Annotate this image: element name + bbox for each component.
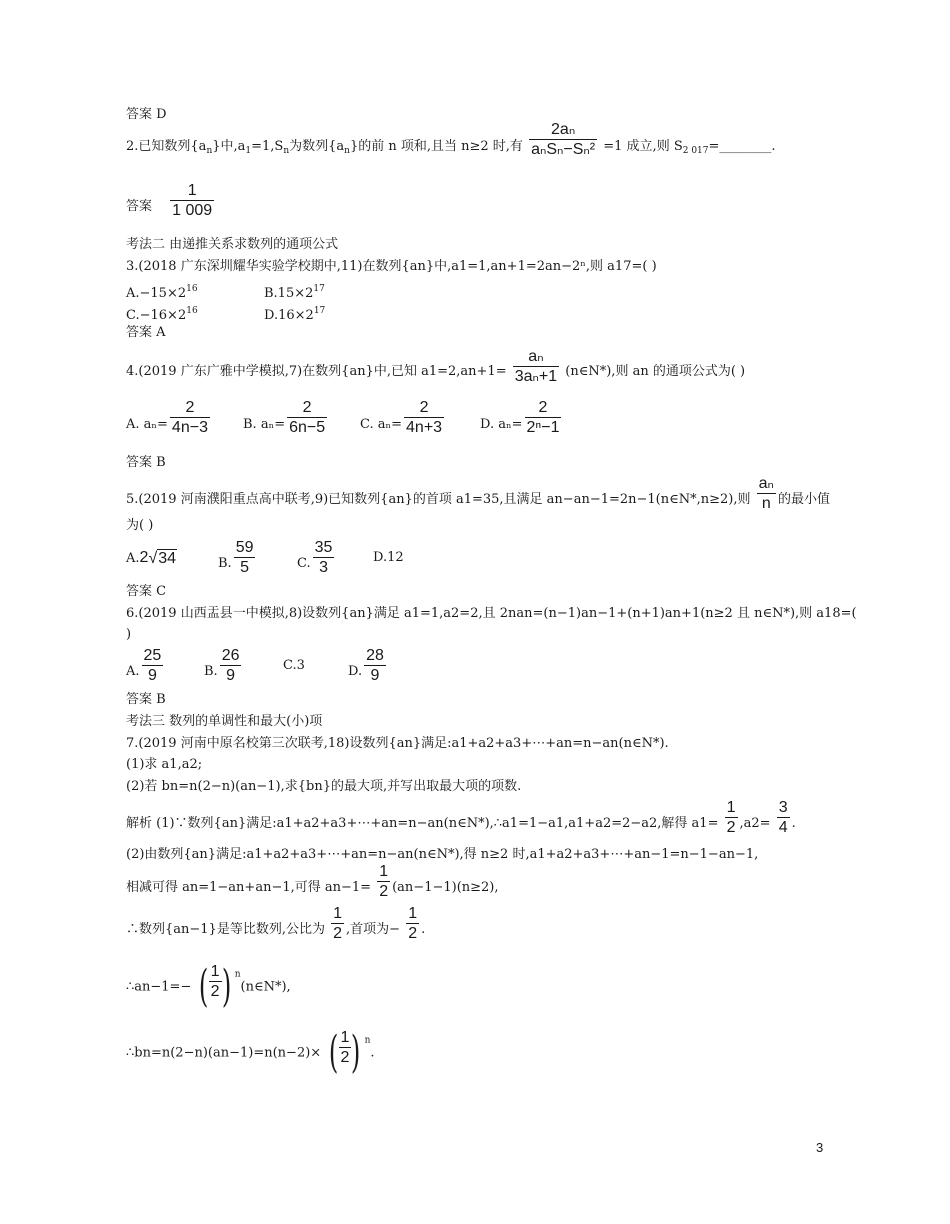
option-6-a: A. $\frac{25}{9}$ [126,647,162,684]
question-6-cont: ) [126,627,132,642]
solution-part-1: 解析 (1)∵数列{an}满足:a1+a2+a3+⋯+an=n−an(n∈N*),∴a1=1−a1,a1+a2=2−a2,解得 a1= $\frac{1}{2}$ ,a2= $\frac{3}{4}$ . [126,799,796,836]
solution-line-4: ∴数列{an−1}是等比数列,公比为 $\frac{1}{2}$ ,首项为− $\frac{1}{2}$ . [126,905,426,942]
option-4-a: A. aₙ= $\frac{2}{4n-3}$ [126,399,208,436]
question-4: 4.(2019 广东广雅中学模拟,7)在数列{an}中,已知 a1=2,an+1= $\frac{\text{aₙ}}{\text{3aₙ+1}}$ (n∈N*),则 an 的通项公式为( ) [126,348,746,385]
answer-1: 答案 D [126,107,167,122]
section-heading-2: 考法二 由递推关系求数列的通项公式 [126,237,339,252]
section-heading-3: 考法三 数列的单调性和最大(小)项 [126,714,323,729]
solution-line-3: 相减可得 an=1−an+an−1,可得 an−1= $\frac{1}{2}$ (an−1−1)(n≥2), [126,863,499,900]
question-3: 3.(2018 广东深圳耀华实验学校期中,11)在数列{an}中,a1=1,an+1=2an−2ⁿ,则 a17=( ) [126,259,657,274]
option-6-c: C.3 [283,658,305,673]
answer-3: 答案 A [126,325,166,340]
question-5: 5.(2019 河南濮阳重点高中联考,9)已知数列{an}的首项 a1=35,且满足 an−an−1=2n−1(n∈N*,n≥2),则 $\frac{\text{aₙ}}{n}$ 的最小值 [126,475,830,512]
options-3-row-2: $C.-16\times 2^{16}$ $D.16\times 2^{17}$ [126,306,326,323]
question-2: 2.已知数列$\{a_n\}$中$,a_1=1,S_n$为数列$\{a_n\}$的前 n 项和,且当 n≥2 时,有 $\frac{\text{2aₙ}}{\text{aₙSₙ−Sₙ²}}$ =1 成立,则 $S_{2 017}=\_\_\_\_\_\_\_\_$. [126,121,776,158]
question-7-part-1: (1)求 a1,a2; [126,757,203,772]
answer-6: 答案 B [126,692,166,707]
option-5-d: D.12 [373,550,404,565]
page-number: 3 [816,1140,824,1155]
solution-line-6: ∴bn=n(2−n)(an−1)=n(n−2)× ( $\frac{1}{2}$ ) $^n$. [126,1027,375,1078]
option-4-d: D. aₙ= $\frac{2}{\text{2ⁿ−1}}$ [480,399,560,436]
fraction-answer-2: $\frac{1}{1 009}$ [172,182,213,219]
option-6-b: B. $\frac{26}{9}$ [204,647,240,684]
fraction-q2: $\frac{\text{2aₙ}}{\text{aₙSₙ−Sₙ²}}$ [531,121,596,158]
question-7-part-2: (2)若 bn=n(2−n)(an−1),求{bn}的最大项,并写出取最大项的项数. [126,779,522,794]
solution-part-2: (2)由数列{an}满足:a1+a2+a3+⋯+an=n−an(n∈N*),得 n≥2 时,a1+a2+a3+⋯+an−1=n−1−an−1, [126,847,759,862]
question-5-cont: 为( ) [126,518,154,533]
fraction-q4: $\frac{\text{aₙ}}{\text{3aₙ+1}}$ [514,348,558,385]
options-3-row-1: $A.-15\times 2^{16}$ $B.15\times 2^{17}$ [126,284,325,301]
answer-4: 答案 B [126,455,166,470]
option-4-c: C. aₙ= $\frac{2}{4n+3}$ [360,399,443,436]
solution-line-5: ∴an−1=− ( $\frac{1}{2}$ ) $^n$(n∈N*), [126,961,291,1012]
question-7: 7.(2019 河南中原名校第三次联考,18)设数列{an}满足:a1+a2+a3+⋯+an=n−an(n∈N*). [126,736,669,751]
option-5-a: A.2√34 [126,549,177,567]
fraction-q5: $\frac{\text{aₙ}}{n}$ [758,475,774,512]
answer-5: 答案 C [126,584,167,599]
option-5-b: B. $\frac{59}{5}$ [218,539,254,576]
answer-2: 答案 $\frac{1}{1 009}$ [126,182,213,219]
question-6: 6.(2019 山西盂县一中模拟,8)设数列{an}满足 a1=1,a2=2,且 2nan=(n−1)an−1+(n+1)an+1(n≥2 且 n∈N*),则 a18=( [126,606,857,621]
option-5-c: C. $\frac{35}{3}$ [297,539,333,576]
option-6-d: D. $\frac{28}{9}$ [348,647,384,684]
option-4-b: B. aₙ= $\frac{2}{6n-5}$ [243,399,326,436]
